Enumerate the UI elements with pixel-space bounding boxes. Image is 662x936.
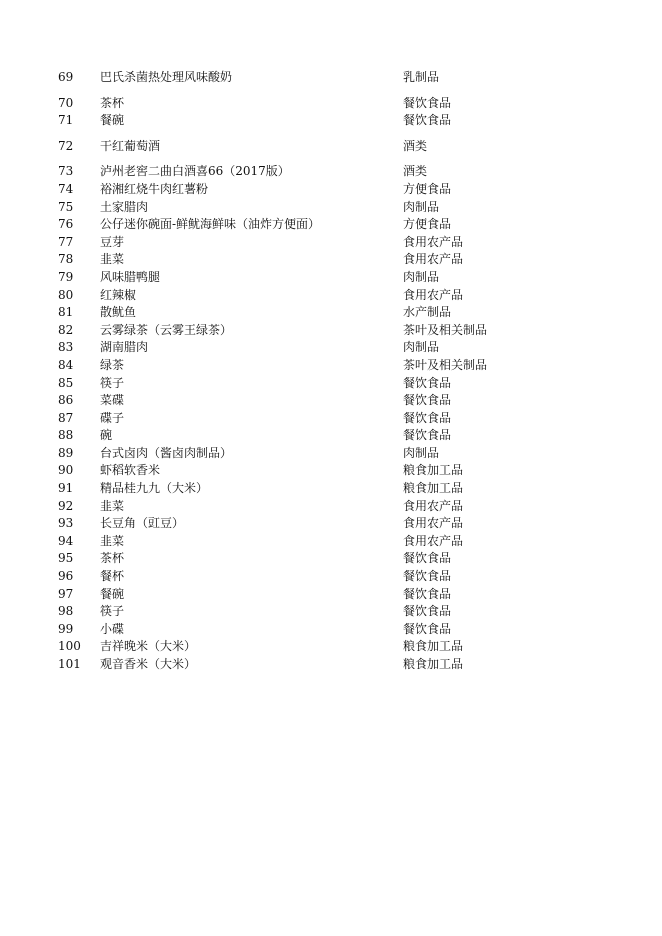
product-name: 虾稻软香米 — [100, 463, 161, 478]
product-category: 粮食加工品 — [403, 639, 464, 654]
row-number: 89 — [58, 445, 74, 460]
row-number: 75 — [58, 199, 74, 214]
row-number: 79 — [58, 269, 74, 284]
product-category: 食用农产品 — [403, 234, 464, 249]
row-number: 94 — [58, 533, 74, 548]
table-row — [0, 234, 662, 252]
table-row — [0, 603, 662, 621]
product-category: 粮食加工品 — [403, 463, 464, 478]
row-number: 77 — [58, 234, 74, 249]
product-name: 碗 — [100, 428, 113, 443]
row-number: 95 — [58, 551, 74, 566]
table-row — [0, 533, 662, 551]
product-category: 餐饮食品 — [403, 428, 452, 443]
table-row — [0, 656, 662, 674]
table-row — [0, 112, 662, 130]
product-name: 风味腊鸭腿 — [100, 269, 161, 284]
product-category: 餐饮食品 — [403, 410, 452, 425]
row-number: 88 — [58, 428, 74, 443]
row-number: 73 — [58, 164, 74, 179]
product-name: 公仔迷你碗面-鲜鱿海鲜味（油炸方便面） — [100, 217, 321, 232]
product-category: 餐饮食品 — [403, 569, 452, 584]
table-row — [0, 251, 662, 269]
row-number: 71 — [58, 113, 74, 128]
product-name: 韭菜 — [100, 252, 125, 267]
row-number: 82 — [58, 322, 74, 337]
product-category: 酒类 — [403, 164, 428, 179]
row-number: 93 — [58, 516, 74, 531]
product-name: 裕湘红烧牛肉红薯粉 — [100, 181, 209, 196]
row-number: 72 — [58, 138, 74, 153]
product-category: 餐饮食品 — [403, 95, 452, 110]
product-category: 粮食加工品 — [403, 481, 464, 496]
row-number: 100 — [58, 639, 81, 654]
table-row — [0, 216, 662, 234]
product-name: 土家腊肉 — [100, 199, 149, 214]
product-name: 长豆角（豇豆） — [100, 516, 185, 531]
row-number: 99 — [58, 621, 74, 636]
product-category: 酒类 — [403, 138, 428, 153]
row-number: 80 — [58, 287, 74, 302]
product-category: 餐饮食品 — [403, 586, 452, 601]
product-category: 肉制品 — [403, 445, 440, 460]
product-category: 水产制品 — [403, 305, 452, 320]
product-name: 碟子 — [100, 410, 125, 425]
product-category: 食用农产品 — [403, 252, 464, 267]
product-category: 餐饮食品 — [403, 113, 452, 128]
product-category: 茶叶及相关制品 — [403, 357, 488, 372]
product-name: 韭菜 — [100, 498, 125, 513]
product-category: 肉制品 — [403, 269, 440, 284]
product-name: 吉祥晚米（大米） — [100, 639, 197, 654]
table-row — [0, 427, 662, 445]
product-category: 食用农产品 — [403, 287, 464, 302]
row-number: 97 — [58, 586, 74, 601]
product-name: 筷子 — [100, 375, 125, 390]
table-row — [0, 515, 662, 533]
product-category: 肉制品 — [403, 340, 440, 355]
table-row — [0, 69, 662, 87]
table-row — [0, 638, 662, 656]
product-name: 观音香米（大米） — [100, 657, 197, 671]
product-name: 云雾绿茶（云雾王绿茶） — [100, 322, 233, 337]
product-name: 餐杯 — [100, 569, 125, 584]
product-name: 精品桂九九（大米） — [100, 481, 209, 496]
table-row — [0, 586, 662, 604]
product-category: 肉制品 — [403, 199, 440, 214]
row-number: 87 — [58, 410, 74, 425]
table-row — [0, 550, 662, 568]
product-name: 红辣椒 — [100, 287, 137, 302]
table-row — [0, 480, 662, 498]
product-name: 小碟 — [100, 621, 125, 636]
product-name: 韭菜 — [100, 533, 125, 548]
product-list-table — [0, 69, 662, 674]
row-number: 98 — [58, 604, 74, 619]
row-number: 86 — [58, 393, 74, 408]
product-name: 茶杯 — [100, 95, 125, 110]
row-number: 96 — [58, 569, 74, 584]
product-category: 粮食加工品 — [403, 657, 464, 671]
table-row — [0, 138, 662, 156]
table-row — [0, 181, 662, 199]
product-name: 干红葡萄酒 — [100, 138, 161, 153]
table-row — [0, 445, 662, 463]
product-name: 巴氏杀菌热处理风味酸奶 — [100, 70, 233, 84]
product-name: 豆芽 — [100, 234, 125, 249]
row-number: 70 — [58, 95, 74, 110]
product-name: 散鱿鱼 — [100, 305, 137, 320]
product-name: 餐碗 — [100, 113, 125, 128]
product-category: 餐饮食品 — [403, 604, 452, 619]
row-number: 78 — [58, 252, 74, 267]
product-category: 方便食品 — [403, 181, 452, 196]
row-number: 91 — [58, 481, 74, 496]
table-row — [0, 199, 662, 217]
table-row — [0, 339, 662, 357]
table-row — [0, 95, 662, 113]
row-number: 83 — [58, 340, 74, 355]
product-category: 食用农产品 — [403, 498, 464, 513]
product-category: 食用农产品 — [403, 533, 464, 548]
table-row — [0, 621, 662, 639]
table-row — [0, 498, 662, 516]
product-category: 餐饮食品 — [403, 375, 452, 390]
product-name: 湖南腊肉 — [100, 340, 149, 355]
table-row — [0, 269, 662, 287]
row-number: 69 — [58, 70, 74, 84]
row-number: 84 — [58, 357, 74, 372]
table-row — [0, 568, 662, 586]
row-number: 85 — [58, 375, 74, 390]
table-row — [0, 462, 662, 480]
row-number: 90 — [58, 463, 74, 478]
table-row — [0, 357, 662, 375]
product-category: 餐饮食品 — [403, 551, 452, 566]
product-name: 泸州老窖二曲白酒喜66（2017版） — [100, 164, 290, 179]
product-category: 乳制品 — [403, 70, 440, 84]
product-name: 茶杯 — [100, 551, 125, 566]
row-number: 92 — [58, 498, 74, 513]
table-row — [0, 287, 662, 305]
product-category: 方便食品 — [403, 217, 452, 232]
table-row — [0, 304, 662, 322]
row-number: 81 — [58, 305, 74, 320]
table-row — [0, 322, 662, 340]
row-number: 76 — [58, 217, 74, 232]
table-row — [0, 410, 662, 428]
product-name: 绿茶 — [100, 357, 125, 372]
product-category: 餐饮食品 — [403, 621, 452, 636]
row-number: 74 — [58, 181, 74, 196]
product-category: 食用农产品 — [403, 516, 464, 531]
table-row — [0, 392, 662, 410]
row-number: 101 — [58, 657, 81, 671]
table-row — [0, 375, 662, 393]
product-category: 餐饮食品 — [403, 393, 452, 408]
product-name: 筷子 — [100, 604, 125, 619]
product-name: 餐碗 — [100, 586, 125, 601]
product-name: 菜碟 — [100, 393, 125, 408]
product-name: 台式卤肉（酱卤肉制品） — [100, 445, 233, 460]
table-row — [0, 163, 662, 181]
product-category: 茶叶及相关制品 — [403, 322, 488, 337]
